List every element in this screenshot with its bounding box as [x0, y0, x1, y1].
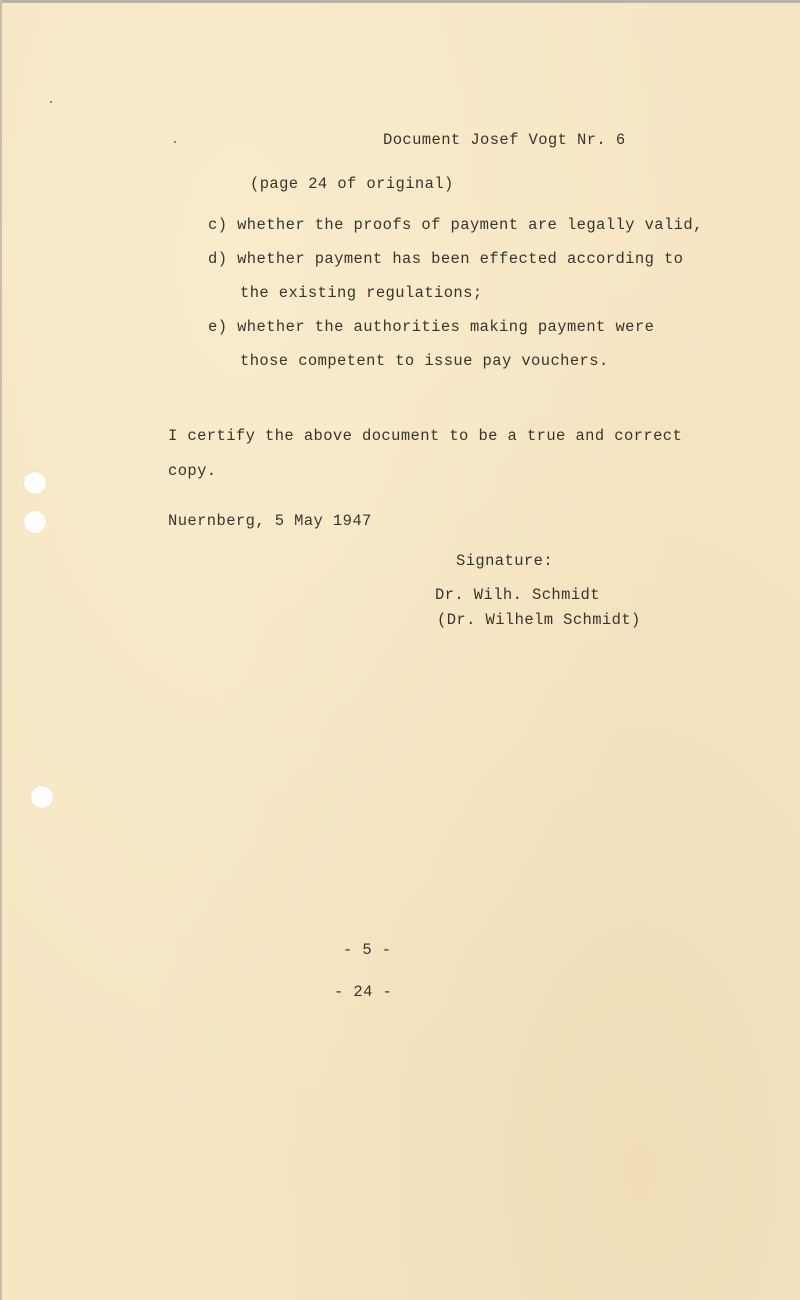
punch-hole-middle: [24, 511, 46, 533]
paper-speck: [50, 101, 52, 103]
place-and-date: Nuernberg, 5 May 1947: [168, 512, 372, 530]
document-reference: Document Josef Vogt Nr. 6: [383, 131, 626, 149]
punch-hole-top: [24, 472, 46, 494]
item-d-line-1: d) whether payment has been effected according to: [208, 250, 684, 268]
page-left-edge: [0, 0, 2, 1300]
page-number-secondary: - 24 -: [334, 983, 393, 1001]
punch-hole-bottom: [31, 786, 53, 808]
item-d-line-2: the existing regulations;: [240, 284, 483, 302]
paper-speck: [174, 141, 176, 143]
item-e-line-1: e) whether the authorities making payment were: [208, 318, 655, 336]
signature-name-full: (Dr. Wilhelm Schmidt): [437, 611, 641, 629]
signature-label: Signature:: [456, 552, 554, 570]
page-reference: (page 24 of original): [250, 175, 454, 193]
page-number-primary: - 5 -: [343, 941, 392, 959]
certification-line-2: copy.: [168, 462, 217, 480]
page-top-edge: [0, 0, 800, 3]
item-c-line-1: c) whether the proofs of payment are legally valid,: [208, 216, 703, 234]
item-e-line-2: those competent to issue pay vouchers.: [240, 352, 609, 370]
signature-name-short: Dr. Wilh. Schmidt: [435, 586, 600, 604]
certification-line-1: I certify the above document to be a true and correct: [168, 427, 683, 445]
